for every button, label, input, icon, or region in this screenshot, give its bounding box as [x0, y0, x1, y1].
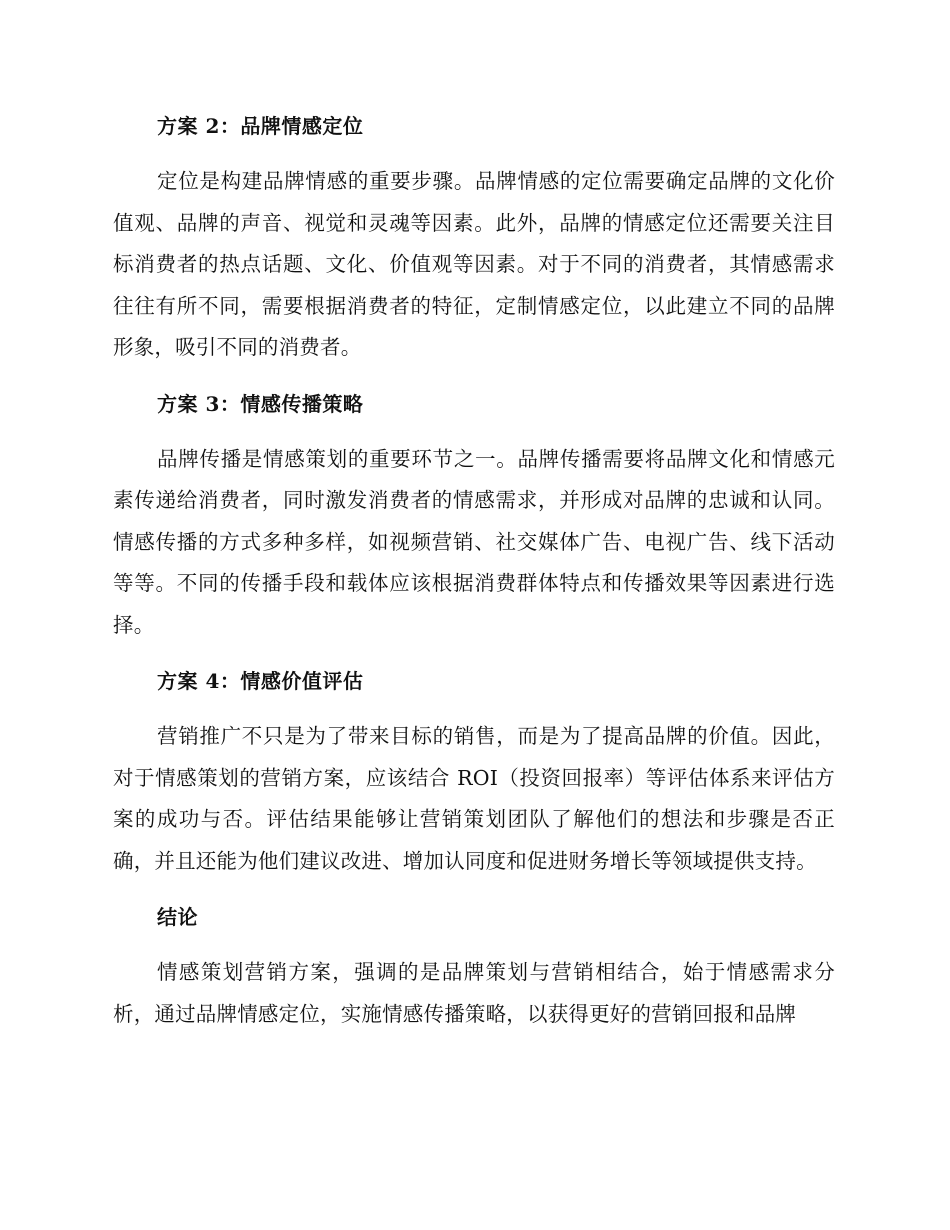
- section-paragraph-plan-4: 营销推广不只是为了带来目标的销售，而是为了提高品牌的价值。因此，对于情感策划的营销方案，应该结合 ROI（投资回报率）等评估体系来评估方案的成功与否。评估结果能够让营销策划团队了解他们的想法和步骤是否正确，并且还能为他们建议改进、增加认同度和促进财务增长等领域提供支持。: [113, 724, 835, 873]
- section-heading-plan-3: 方案 3：情感传播策略: [157, 391, 364, 416]
- section-paragraph-conclusion: 情感策划营销方案，强调的是品牌策划与营销相结合，始于情感需求分析，通过品牌情感定位，实施情感传播策略，以获得更好的营销回报和品牌: [113, 960, 835, 1026]
- section-heading-plan-4: 方案 4：情感价值评估: [157, 669, 364, 693]
- section-paragraph-plan-3: 品牌传播是情感策划的重要环节之一。品牌传播需要将品牌文化和情感元素传递给消费者，同时激发消费者的情感需求，并形成对品牌的忠诚和认同。情感传播的方式多种多样，如视频营销、社交媒体广告、电视广告、线下活动等等。不同的传播手段和载体应该根据消费群体特点和传播效果等因素进行选择。: [113, 446, 835, 637]
- section-heading-conclusion: 结论: [157, 905, 198, 929]
- document-body: [113, 105, 835, 1035]
- section-heading-plan-2: 方案 2：品牌情感定位: [157, 114, 364, 138]
- section-paragraph-plan-2: 定位是构建品牌情感的重要步骤。品牌情感的定位需要确定品牌的文化价值观、品牌的声音、视觉和灵魂等因素。此外，品牌的情感定位还需要关注目标消费者的热点话题、文化、价值观等因素。对于不同的消费者，其情感需求往往有所不同，需要根据消费者的特征，定制情感定位，以此建立不同的品牌形象，吸引不同的消费者。: [113, 169, 835, 359]
